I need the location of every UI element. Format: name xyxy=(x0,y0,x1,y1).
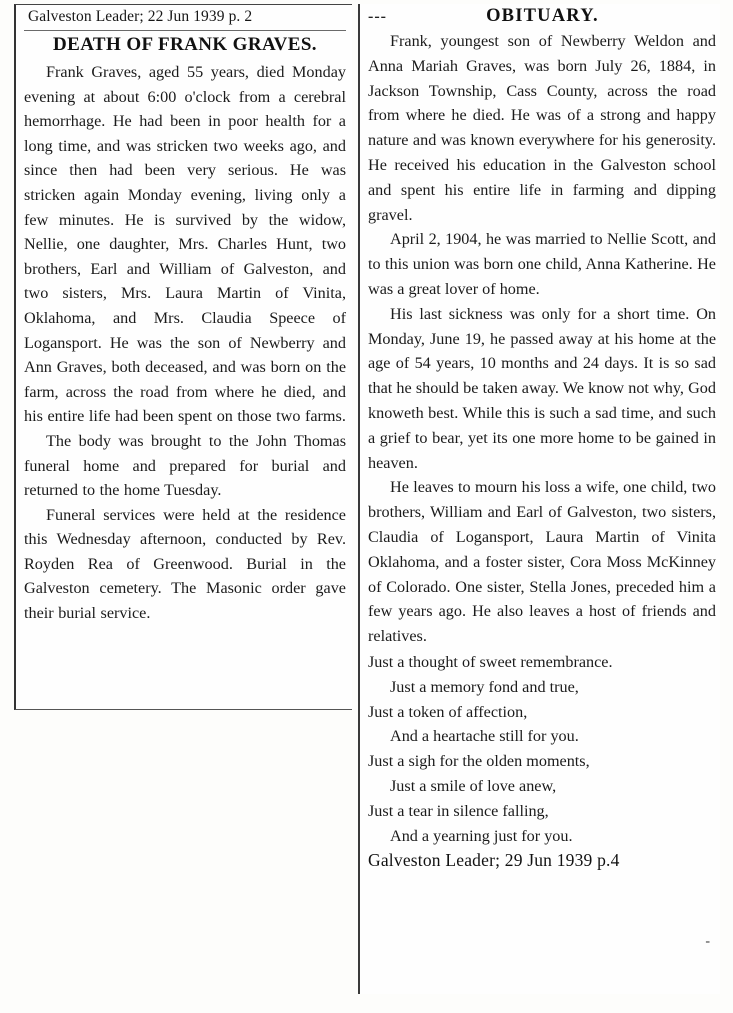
right-paragraph-1: Frank, youngest son of Newberry Weldon and Anna Mariah Graves, was born July 26, 1884, in Jackson Township, Cass County, across the road from where he died. He was of a strong and happy nature and was known everywhere for his generosity. He received his education in the Galveston school and spent his entire life in farming and dipping gravel. xyxy=(368,32,716,224)
right-source-line: Galveston Leader; 29 Jun 1939 p.4 xyxy=(368,850,620,871)
right-paragraph-3: His last sickness was only for a short time. On Monday, June 19, he passed away at his home at the age of 54 years, 10 months and 24 days. It is so sad that he should be taken away. We know not why, God knoweth best. While this is such a sad time, and such a grief to bear, yet its one more home to be gained in heaven. xyxy=(368,304,716,472)
poem-line-7: Just a tear in silence falling, xyxy=(368,801,549,820)
obituary-headline: OBITUARY. xyxy=(486,6,599,26)
stray-dash-mark: - xyxy=(705,934,710,949)
left-source-line: Galveston Leader; 22 Jun 1939 p. 2 xyxy=(28,8,253,25)
right-header-row xyxy=(368,6,716,29)
poem-line-3: Just a token of affection, xyxy=(368,702,528,721)
left-paragraph-1: Frank Graves, aged 55 years, died Monday evening at about 6:00 o'clock from a cerebral hemorrhage. He had been in poor health for a long time, and was stricken two weeks ago, and since then had been very serious. He was stricken again Monday evening, living only a few minutes. He is survived by the widow, Nellie, one daughter, Mrs. Charles Hunt, two brothers, Earl and William of Galveston, and two sisters, Mrs. Laura Martin of Vinita, Oklahoma, and Mrs. Claudia Speece of Logansport. He was the son of Newberry and Ann Graves, both deceased, and was born on the farm, across the road from where he died, and his entire life had been spent on those two farms. xyxy=(24,63,346,426)
dash-separator: --- xyxy=(368,8,387,25)
memorial-poem xyxy=(368,650,716,848)
poem-line-5: Just a sigh for the olden moments, xyxy=(368,752,590,771)
left-divider-rule xyxy=(24,30,346,31)
obituary-body xyxy=(368,29,716,649)
right-paragraph-2: April 2, 1904, he was married to Nellie Scott, and to this union was born one child, Anna Katherine. He was a great lover of home. xyxy=(368,230,716,298)
poem-line-8: And a yearning just for you. xyxy=(390,826,573,845)
poem-line-4: And a heartache still for you. xyxy=(390,727,579,746)
right-obituary-clipping xyxy=(358,4,720,994)
left-paragraph-2: The body was brought to the John Thomas funeral home and prepared for burial and returned to the home Tuesday. xyxy=(24,431,346,500)
poem-line-6: Just a smile of love anew, xyxy=(390,776,557,795)
left-article-clipping xyxy=(14,4,352,710)
left-paragraph-3: Funeral services were held at the residence this Wednesday afternoon, conducted by Rev. Royden Rea of Greenwood. Burial in the Galveston cemetery. The Masonic order gave their burial service. xyxy=(24,505,346,623)
poem-line-1: Just a thought of sweet remembrance. xyxy=(368,652,613,671)
poem-line-2: Just a memory fond and true, xyxy=(390,677,579,696)
left-article-body xyxy=(24,60,346,626)
right-paragraph-4: He leaves to mourn his loss a wife, one child, two brothers, William and Earl of Galveston, two sisters, Claudia of Logansport, Laura Martin of Vinita Oklahoma, and a foster sister, Cora Moss McKinney of Colorado. One sister, Stella Jones, preceded him a few years ago. He also leaves a host of friends and relatives. xyxy=(368,478,716,646)
left-headline: DEATH OF FRANK GRAVES. xyxy=(53,34,317,55)
